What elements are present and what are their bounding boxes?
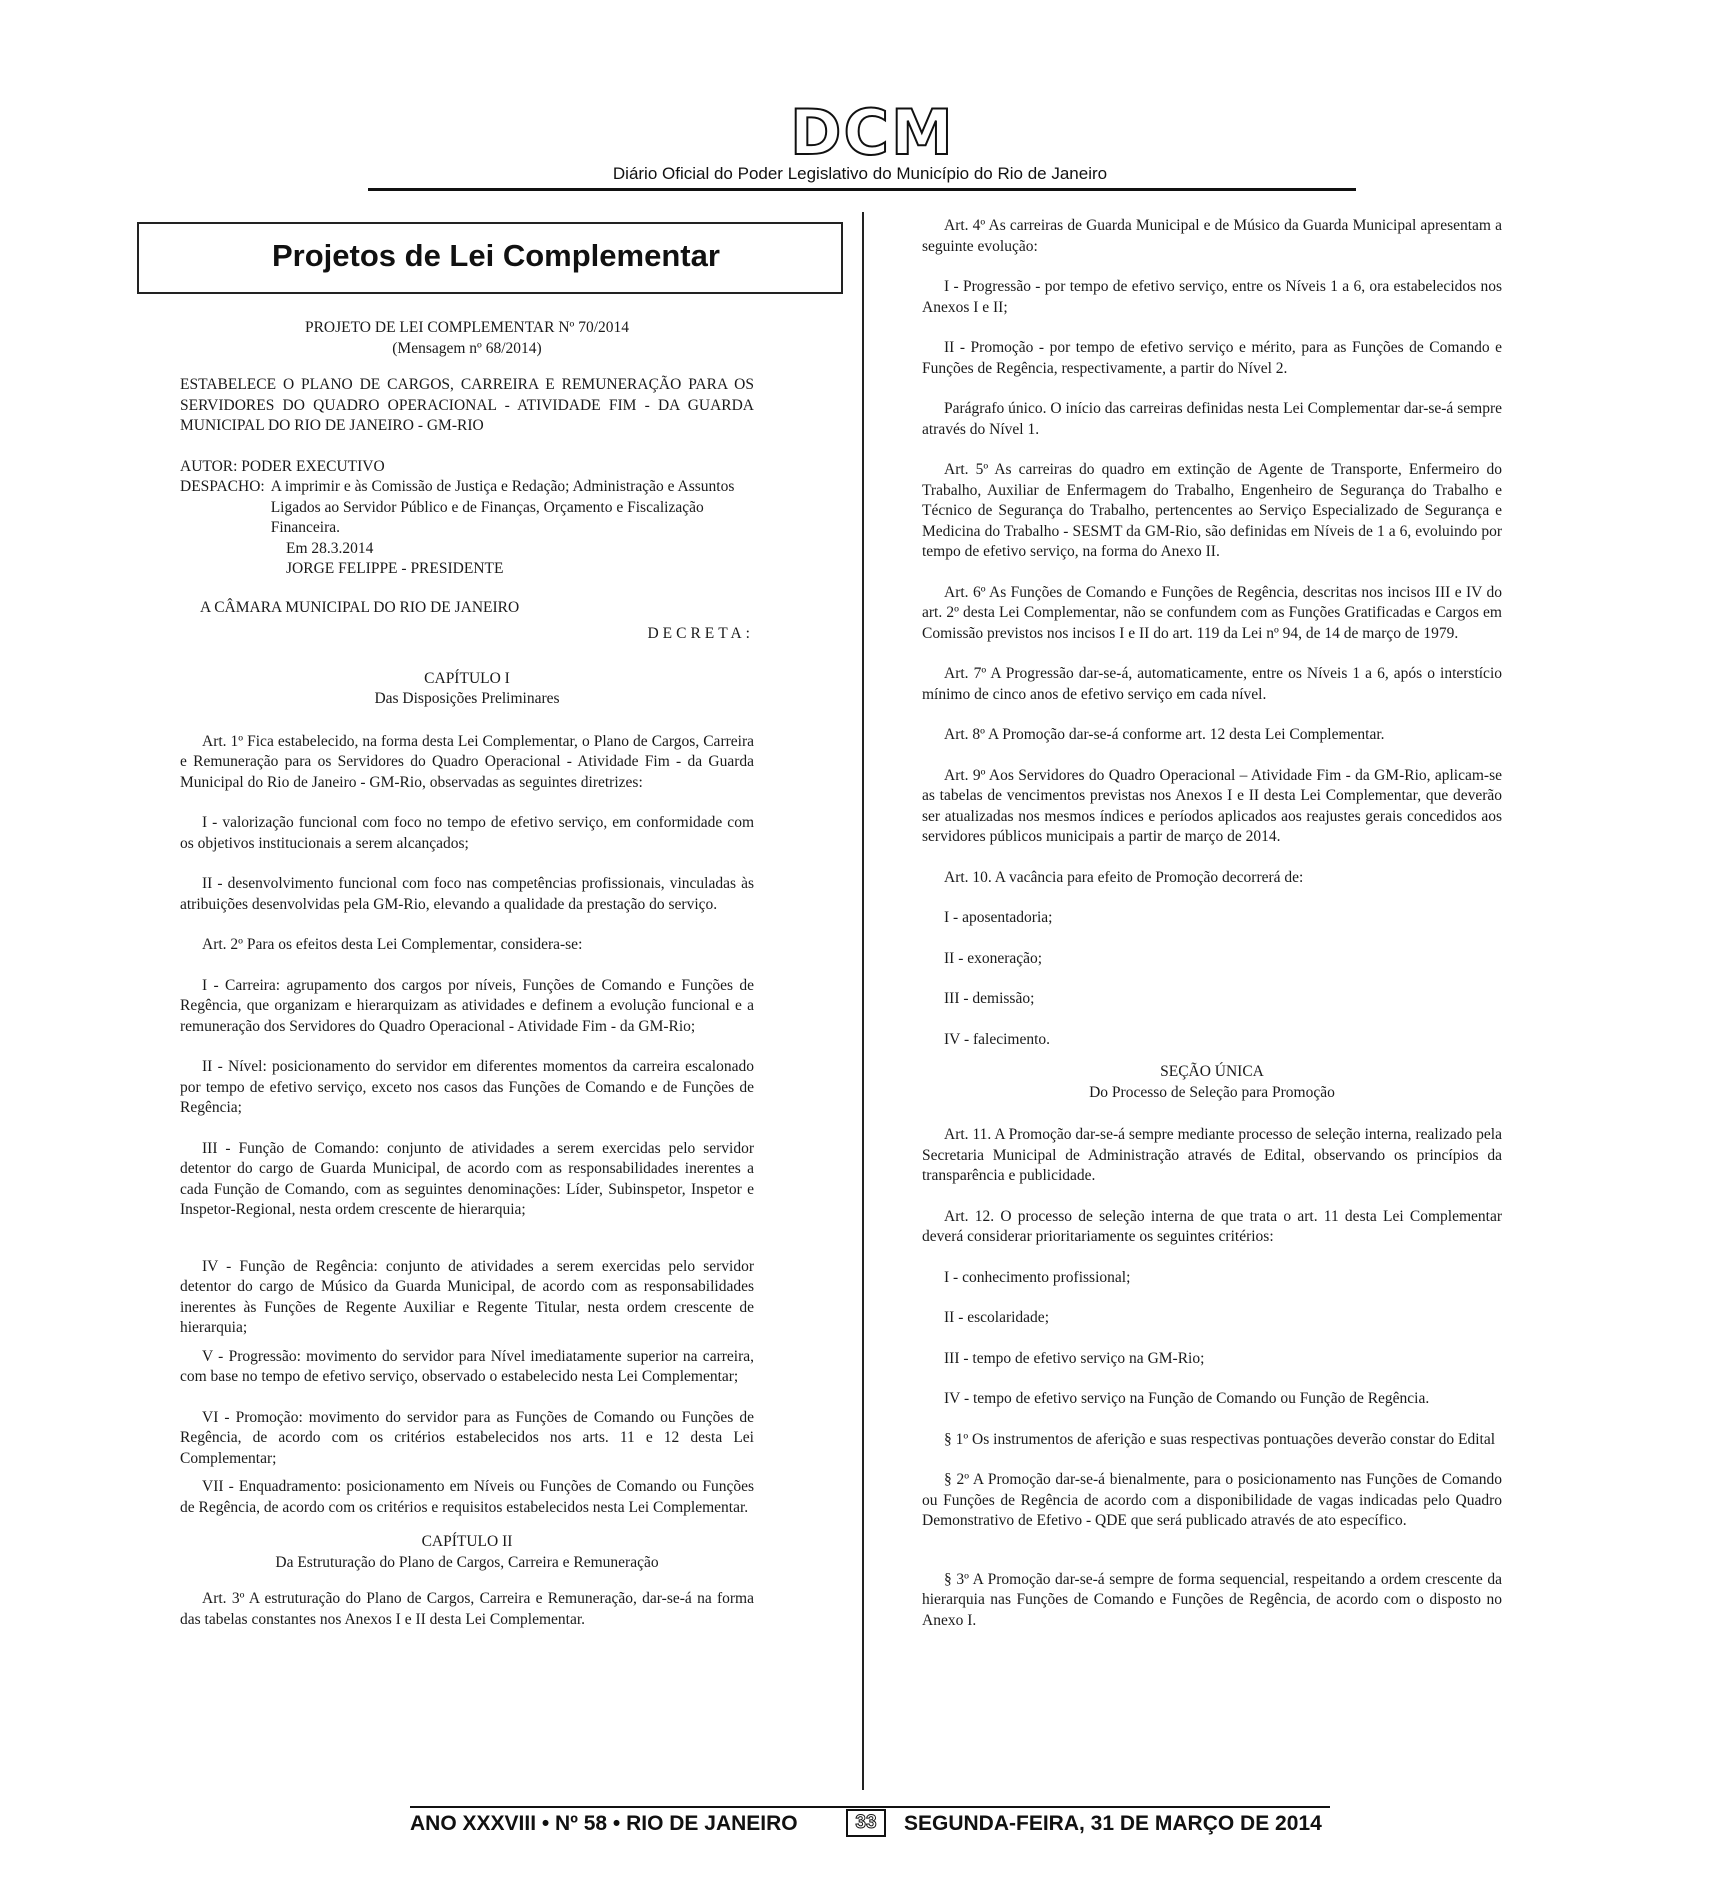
project-message: (Mensagem nº 68/2014) [392,339,542,357]
chapter-2-title: CAPÍTULO II [421,1533,513,1550]
art-4-inciso-i: I - Progressão - por tempo de efetivo serviço, entre os Níveis 1 a 6, ora estabelecidos nos Anexos I e II; [922,278,1502,316]
art-1: Art. 1º Fica estabelecido, na forma desta Lei Complementar, o Plano de Cargos, Carreira e Remuneração para os Servidores do Quadro Operacional - Atividade Fim - da Guarda Municipal do Rio de Janeiro - GM-Rio, observadas as seguintes diretrizes: [180,732,754,791]
despacho-date: Em 28.3.2014 [286,539,374,557]
art-12-inciso-ii: II - escolaridade; [944,1309,1049,1326]
despacho-signer: JORGE FELIPPE - PRESIDENTE [286,560,504,577]
art-3: Art. 3º A estruturação do Plano de Cargos, Carreira e Remuneração, dar-se-á na forma das tabelas constantes nos Anexos I e II desta Lei Complementar. [180,1590,754,1628]
art-2-inciso-v: V - Progressão: movimento do servidor para Nível imediatamente superior na carreira, com base no tempo de efetivo serviço, observado o estabelecido nesta Lei Complementar; [180,1347,754,1385]
despacho-label: DESPACHO: [180,478,265,495]
art-10-inciso-iii: III - demissão; [944,990,1035,1007]
art-2-inciso-i: I - Carreira: agrupamento dos cargos por níveis, Funções de Comando e Funções de Regência, que organizam e hierarquizam as atividades e definem a evolução funcional e a remuneração dos Servidores do Quadro Operacional - Atividade Fim - da GM-Rio; [180,976,754,1035]
art-2-inciso-vii: VII - Enquadramento: posicionamento em Níveis ou Funções de Comando ou Funções de Regência, de acordo com os critérios e requisitos estabelecidos nesta Lei Complementar. [180,1478,754,1516]
secao-unica-subtitle: Do Processo de Seleção para Promoção [1089,1083,1335,1101]
art-11: Art. 11. A Promoção dar-se-á sempre mediante processo de seleção interna, realizado pela Secretaria Municipal de Administração através de Edital, observando os princípios da transparência e publicidade. [922,1126,1502,1184]
art-12: Art. 12. O processo de seleção interna de que trata o art. 11 desta Lei Complementar deverá considerar prioritariamente os seguintes critérios: [922,1207,1502,1245]
dcm-logo: DCM [790,96,955,169]
despacho-text: A imprimir e às Comissão de Justiça e Redação; Administração e Assuntos Ligados ao Servidor Público e de Finanças, Orçamento e Fiscalização Financeira. [270,478,735,536]
art-10-inciso-iv: IV - falecimento. [944,1030,1051,1048]
art-1-inciso-i: I - valorização funcional com foco no tempo de efetivo serviço, em conformidade com os objetivos institucionais a serem alcançados; [180,814,754,852]
decreta-line: DECRETA: [647,625,754,642]
footer-rule [410,1806,1330,1808]
art-12-paragrafo-2: § 2º A Promoção dar-se-á bienalmente, para o posicionamento nas Funções de Comando ou Funções de Regência de acordo com a disponibilidade de vagas indicadas pelo Quadro Demonstrativo de Efetivo - QDE que será publicado através de ato específico. [922,1471,1502,1529]
art-2: Art. 2º Para os efeitos desta Lei Complementar, considera-se: [202,936,583,953]
art-2-inciso-vi: VI - Promoção: movimento do servidor para as Funções de Comando ou Funções de Regência, de acordo com os critérios estabelecidos nos arts. 11 e 12 desta Lei Complementar; [180,1408,754,1467]
project-number: PROJETO DE LEI COMPLEMENTAR Nº 70/2014 [304,319,630,336]
art-12-inciso-iv: IV - tempo de efetivo serviço na Função de Comando ou Função de Regência. [944,1390,1430,1407]
footer-edition: ANO XXXVIII • Nº 58 • RIO DE JANEIRO [410,1812,798,1835]
chapter-1-title: CAPÍTULO I [424,669,510,687]
art-4-inciso-ii: II - Promoção - por tempo de efetivo serviço e mérito, para as Funções de Comando e Funções de Regência, respectivamente, a partir do Nível 2. [922,339,1502,377]
author-value: PODER EXECUTIVO [241,457,385,475]
author-label: AUTOR: [180,457,238,475]
column-divider [862,212,864,1790]
art-4: Art. 4º As carreiras de Guarda Municipal e de Músico da Guarda Municipal apresentam a seguinte evolução: [922,217,1502,255]
art-12-inciso-i: I - conhecimento profissional; [944,1268,1131,1286]
art-12-paragrafo-1: § 1º Os instrumentos de aferição e suas respectivas pontuações deverão constar do Edital [944,1430,1495,1448]
art-1-inciso-ii: II - desenvolvimento funcional com foco nas competências profissionais, vinculadas às atribuições desenvolvidas pela GM-Rio, elevando a qualidade da prestação do serviço. [180,875,754,913]
secao-unica-title: SEÇÃO ÚNICA [1160,1063,1264,1080]
art-2-inciso-iv: IV - Função de Regência: conjunto de atividades a serem exercidas pelo servidor detentor do cargo de Músico da Guarda Municipal, de acordo com as responsabilidades inerentes às Funções de Regente Auxiliar e Regente Titular, nesta ordem crescente de hierarquia; [180,1257,754,1336]
art-8: Art. 8º A Promoção dar-se-á conforme art. 12 desta Lei Complementar. [944,726,1385,743]
despacho-block [180,477,754,539]
chapter-1-subtitle: Das Disposições Preliminares [374,690,560,707]
footer-page-number: 33 [846,1809,886,1837]
chapter-2-subtitle: Da Estruturação do Plano de Cargos, Carreira e Remuneração [275,1553,659,1571]
author-line [180,457,754,478]
art-7: Art. 7º A Progressão dar-se-á, automaticamente, entre os Níveis 1 a 6, após o interstício mínimo de cinco anos de efetivo serviço em cada nível. [922,665,1502,703]
art-5: Art. 5º As carreiras do quadro em extinção de Agente de Transporte, Enfermeiro do Trabalho, Auxiliar de Enfermagem do Trabalho, Engenheiro de Segurança do Trabalho e Técnico de Segurança do Trabalho, pertencentes ao Serviço Especializado de Segurança e Medicina do Trabalho - SESMT da GM-Rio, são definidas em Níveis de 1 a 6, evoluindo por tempo de efetivo serviço, na forma do Anexo II. [922,461,1502,560]
section-title: Projetos de Lei Complementar [272,238,720,273]
left-column [180,318,754,1650]
art-4-paragrafo-unico: Parágrafo único. O início das carreiras definidas nesta Lei Complementar dar-se-á sempre através do Nível 1. [922,400,1502,438]
art-2-inciso-iii: III - Função de Comando: conjunto de atividades a serem exercidas pelo servidor detentor do cargo de Guarda Municipal, de acordo com as responsabilidades inerentes a cada Função de Comando, com as seguintes denominações: Líder, Subinspetor, Inspetor e Inspetor-Regional, nesta ordem crescente de hierarquia; [180,1139,754,1218]
art-10: Art. 10. A vacância para efeito de Promoção decorrerá de: [944,868,1304,886]
art-9: Art. 9º Aos Servidores do Quadro Operacional – Atividade Fim - da GM-Rio, aplicam-se as tabelas de vencimentos previstas nos Anexos I e II desta Lei Complementar, que deverão ser atualizadas nos mesmos índices e períodos aplicados aos reajustes gerais concedidos aos servidores públicos municipais a partir de março de 2014. [922,766,1502,845]
art-10-inciso-ii: II - exoneração; [944,949,1043,967]
art-10-inciso-i: I - aposentadoria; [944,909,1053,926]
masthead-subtitle: Diário Oficial do Poder Legislativo do Município do Rio de Janeiro [612,164,1108,183]
art-12-paragrafo-3: § 3º A Promoção dar-se-á sempre de forma sequencial, respeitando a ordem crescente da hierarquia nas Funções de Comando e Funções de Regência, de acordo com o disposto no Anexo I. [922,1570,1502,1629]
art-12-inciso-iii: III - tempo de efetivo serviço na GM-Rio; [944,1349,1205,1367]
camara-line: A CÂMARA MUNICIPAL DO RIO DE JANEIRO [200,598,520,616]
project-ementa: ESTABELECE O PLANO DE CARGOS, CARREIRA E REMUNERAÇÃO PARA OS SERVIDORES DO QUADRO OPERACIONAL - ATIVIDADE FIM - DA GUARDA MUNICIPAL DO RIO DE JANEIRO - GM-RIO [180,376,754,434]
masthead-rule [368,188,1356,191]
right-column [922,216,1502,1651]
art-6: Art. 6º As Funções de Comando e Funções de Regência, descritas nos incisos III e IV do art. 2º desta Lei Complementar, não se confundem com as Funções Gratificadas e Cargos em Comissão previstos nos incisos I e II do art. 119 da Lei nº 94, de 14 de março de 1979. [922,583,1502,642]
footer-date: SEGUNDA-FEIRA, 31 DE MARÇO DE 2014 [904,1812,1322,1835]
art-2-inciso-ii: II - Nível: posicionamento do servidor em diferentes momentos da carreira escalonado por tempo de efetivo serviço, exceto nos casos das Funções de Comando e de Funções de Regência; [180,1058,754,1116]
